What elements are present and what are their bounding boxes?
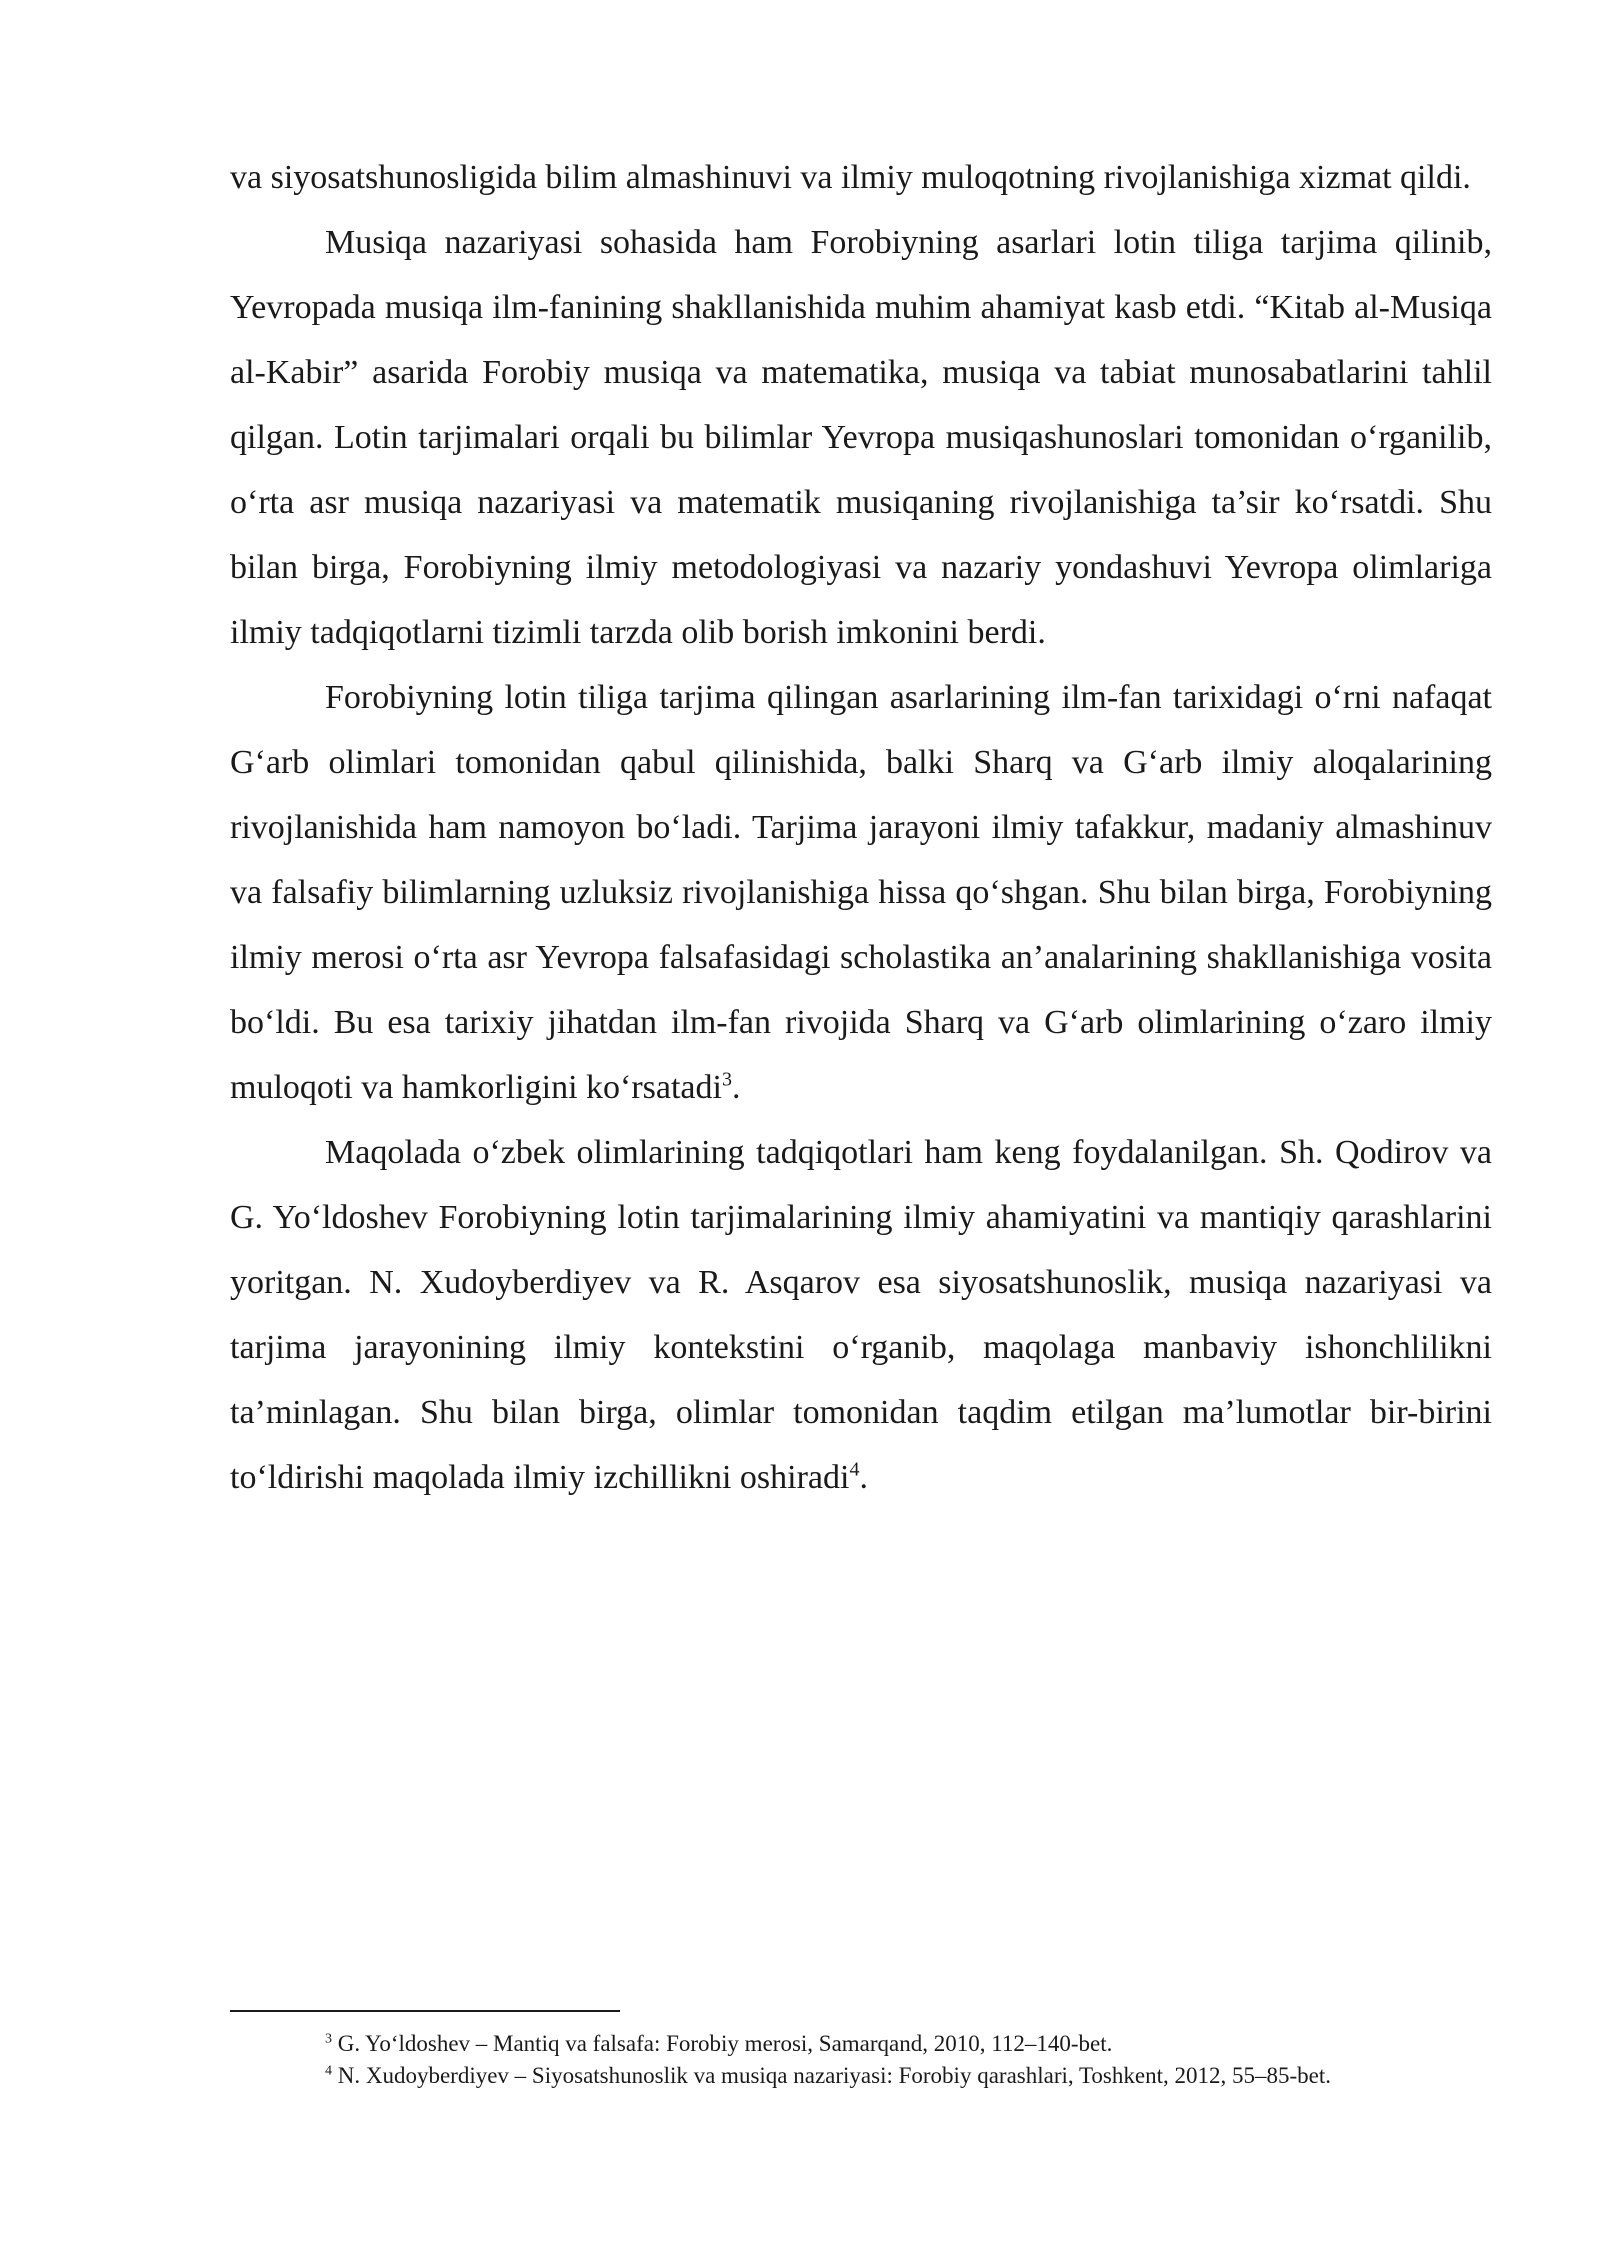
footnote-4 bbox=[230, 2060, 1492, 2092]
paragraph-translations bbox=[230, 665, 1492, 1120]
body-text bbox=[230, 145, 1492, 1510]
footnotes bbox=[230, 2028, 1492, 2092]
paragraph-continued: va siyosatshunosligida bilim almashinuvi va ilmiy muloqotning rivojlanishiga xizmat qildi. bbox=[230, 159, 1471, 196]
footnote-text: G. Yo‘ldoshev – Mantiq va falsafa: Forobiy merosi, Samarqand, 2010, 112–140-bet. bbox=[332, 2031, 1113, 2056]
paragraph-end: . bbox=[731, 1069, 741, 1106]
footnote-mark: 3 bbox=[325, 2031, 332, 2047]
footnote-mark: 4 bbox=[325, 2063, 332, 2079]
paragraph-text: Maqolada o‘zbek olimlarining tadqiqotlari ham keng foydalanilgan. Sh. Qodirov va G. Yo‘ldoshev Forobiyning lotin tarjimalarining ilmiy ahamiyatini va mantiqiy qarashlarini yoritgan. N. Xudoyberdiyev va R. Asqarov esa siyosatshunoslik, musiqa nazariyasi va tarjima jarayonining ilmiy kontekstini o‘rganib, maqolaga manbaviy ishonchlilikni ta’minlagan. Shu bilan birga, olimlar tomonidan taqdim etilgan ma’lumotlar bir-birini to‘ldirishi maqolada ilmiy izchillikni oshiradi bbox=[230, 1134, 1492, 1496]
paragraph-end: . bbox=[859, 1459, 868, 1496]
paragraph-uzbek-scholars bbox=[230, 1120, 1492, 1510]
footnote-separator bbox=[230, 2010, 620, 2012]
footnote-3 bbox=[230, 2028, 1492, 2060]
paragraph-music-theory: Musiqa nazariyasi sohasida ham Forobiyning asarlari lotin tiliga tarjima qilinib, Yevropada musiqa ilm-fanining shakllanishida muhim ahamiyat kasb etdi. “Kitab al-Musiqa al-Kabir” asarida Forobiy musiqa va matematika, musiqa va tabiat munosabatlarini tahlil qilgan. Lotin tarjimalari orqali bu bilimlar Yevropa musiqashunoslari tomonidan o‘rganilib, o‘rta asr musiqa nazariyasi va matematik musiqaning rivojlanishiga ta’sir ko‘rsatdi. Shu bilan birga, Forobiyning ilmiy metodologiyasi va nazariy yondashuvi Yevropa olimlariga ilmiy tadqiqotlarni tizimli tarzda olib borish imkonini berdi. bbox=[230, 224, 1492, 651]
footnote-ref-3[interactable]: 3 bbox=[721, 1068, 732, 1091]
footnote-ref-4[interactable]: 4 bbox=[849, 1458, 860, 1481]
paragraph-text: Forobiyning lotin tiliga tarjima qilingan asarlarining ilm-fan tarixidagi o‘rni nafaqat G‘arb olimlari tomonidan qabul qilinishida, balki Sharq va G‘arb ilmiy aloqalarining rivojlanishida ham namoyon bo‘ladi. Tarjima jarayoni ilmiy tafakkur, madaniy almashinuv va falsafiy bilimlarning uzluksiz rivojlanishiga hissa qo‘shgan. Shu bilan birga, Forobiyning ilmiy merosi o‘rta asr Yevropa falsafasidagi scholastika an’analarining shakllanishiga vosita bo‘ldi. Bu esa tarixiy jihatdan ilm-fan rivojida Sharq va G‘arb olimlarining o‘zaro ilmiy muloqoti va hamkorligini ko‘rsatadi bbox=[230, 679, 1492, 1106]
footnote-text: N. Xudoyberdiyev – Siyosatshunoslik va musiqa nazariyasi: Forobiy qarashlari, Toshkent, 2012, 55–85-bet. bbox=[332, 2063, 1331, 2088]
